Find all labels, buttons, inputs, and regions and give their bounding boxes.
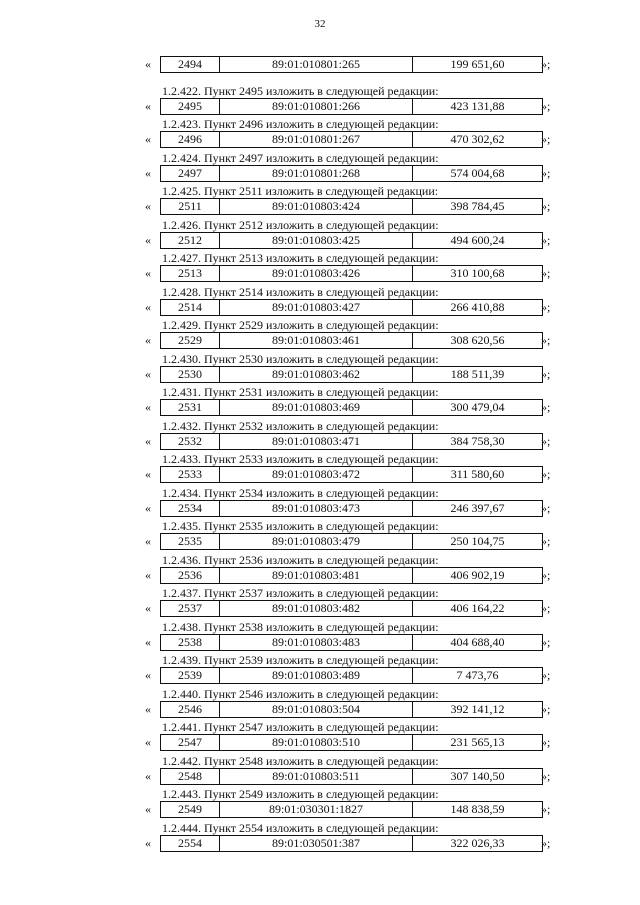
- value-cell: 470 302,62: [450, 132, 505, 146]
- table-cells: [160, 399, 543, 416]
- amendment-instruction: 1.2.424. Пункт 2497 изложить в следующей редакции:: [162, 150, 439, 165]
- amendment-instruction: 1.2.429. Пункт 2529 изложить в следующей редакции:: [162, 318, 439, 332]
- cadastral-number-cell: 89:01:010803:424: [220, 199, 413, 214]
- amendment-instruction: 1.2.434. Пункт 2534 изложить в следующей редакции:: [162, 485, 439, 500]
- opening-quote: «: [145, 601, 151, 615]
- first-table-row-block: [0, 50, 640, 84]
- item-number-cell: 2497: [161, 166, 220, 181]
- table-cells: [160, 232, 543, 249]
- table-row: [0, 399, 640, 416]
- closing-quote: »;: [541, 668, 551, 682]
- amendment-instruction: 1.2.423. Пункт 2496 изложить в следующей редакции:: [162, 117, 439, 131]
- opening-quote: «: [145, 433, 151, 448]
- amendment-instruction: 1.2.427. Пункт 2513 изложить в следующей редакции:: [162, 251, 439, 265]
- value-cell: 246 397,67: [450, 500, 505, 515]
- table-row: [0, 768, 640, 785]
- table-cells: [160, 56, 543, 73]
- item-number-cell: 2535: [161, 534, 220, 549]
- cadastral-number-cell: 89:01:010803:425: [220, 233, 413, 248]
- closing-quote: »;: [541, 333, 551, 347]
- amendment-block: [0, 318, 640, 352]
- page-number: 32: [314, 18, 326, 30]
- amendment-instruction: 1.2.433. Пункт 2533 изложить в следующей редакции:: [162, 452, 439, 466]
- table-cells: [160, 366, 543, 383]
- opening-quote: «: [145, 165, 151, 180]
- item-number-cell: 2549: [161, 802, 220, 817]
- opening-quote: «: [145, 534, 151, 548]
- amendment-instruction: 1.2.440. Пункт 2546 изложить в следующей редакции:: [162, 686, 439, 701]
- item-number-cell: 2513: [161, 266, 220, 281]
- table-cells: [160, 98, 543, 115]
- value-cell: 404 688,40: [450, 634, 505, 649]
- opening-quote: «: [145, 98, 151, 113]
- amendment-block: [0, 620, 640, 654]
- amendment-list: [0, 84, 640, 855]
- table-row: [0, 533, 640, 550]
- table-row: [0, 600, 640, 617]
- table-row: [0, 131, 640, 148]
- closing-quote: »;: [541, 266, 551, 280]
- item-number-cell: 2538: [161, 635, 220, 650]
- amendment-instruction: 1.2.426. Пункт 2512 изложить в следующей редакции:: [162, 217, 439, 232]
- closing-quote: »;: [541, 98, 551, 113]
- table-cells: [160, 299, 543, 316]
- item-number-cell: 2511: [161, 199, 220, 214]
- closing-quote: »;: [541, 701, 551, 716]
- closing-quote: »;: [541, 601, 551, 615]
- item-number-cell: 2539: [161, 668, 220, 683]
- value-cell: 188 511,39: [450, 366, 505, 381]
- item-number-cell: 2533: [161, 467, 220, 482]
- opening-quote: «: [145, 199, 151, 213]
- value-cell: 307 140,50: [450, 768, 505, 783]
- amendment-block: [0, 452, 640, 486]
- table-cells: [160, 500, 543, 517]
- table-cells: [160, 567, 543, 584]
- item-number-cell: 2534: [161, 501, 220, 516]
- closing-quote: »;: [541, 165, 551, 180]
- amendment-instruction: 1.2.428. Пункт 2514 изложить в следующей редакции:: [162, 284, 439, 299]
- opening-quote: «: [145, 567, 151, 582]
- amendment-instruction: 1.2.435. Пункт 2535 изложить в следующей редакции:: [162, 519, 439, 533]
- amendment-block: [0, 251, 640, 285]
- cadastral-number-cell: 89:01:030501:387: [220, 836, 413, 851]
- amendment-block: [0, 586, 640, 620]
- opening-quote: «: [145, 802, 151, 816]
- value-cell: 406 902,19: [450, 567, 505, 582]
- value-cell: 423 131,88: [450, 98, 505, 113]
- table-cells: [160, 265, 543, 282]
- table-cells: [160, 701, 543, 718]
- item-number-cell: 2514: [161, 300, 220, 315]
- closing-quote: »;: [541, 534, 551, 548]
- cadastral-number-cell: 89:01:010803:482: [220, 601, 413, 616]
- amendment-block: [0, 486, 640, 520]
- amendment-block: [0, 687, 640, 721]
- amendment-instruction: 1.2.439. Пункт 2539 изложить в следующей редакции:: [162, 653, 439, 667]
- value-cell: 199 651,60: [450, 57, 505, 71]
- value-cell: 398 784,45: [450, 199, 505, 213]
- cadastral-number-cell: 89:01:010803:504: [220, 702, 413, 717]
- closing-quote: »;: [541, 400, 551, 414]
- cadastral-number-cell: 89:01:030301:1827: [220, 802, 413, 817]
- opening-quote: «: [145, 735, 151, 749]
- amendment-instruction: 1.2.437. Пункт 2537 изложить в следующей редакции:: [162, 586, 439, 600]
- table-row: [0, 835, 640, 852]
- value-cell: 308 620,56: [450, 333, 505, 347]
- cadastral-number-cell: 89:01:010803:489: [220, 668, 413, 683]
- value-cell: 406 164,22: [450, 601, 505, 615]
- table-row: [0, 634, 640, 651]
- item-number-cell: 2512: [161, 233, 220, 248]
- opening-quote: «: [145, 333, 151, 347]
- opening-quote: «: [145, 266, 151, 280]
- closing-quote: »;: [541, 57, 551, 71]
- opening-quote: «: [145, 835, 151, 850]
- table-row: [0, 299, 640, 316]
- table-row: [0, 667, 640, 684]
- amendment-block: [0, 754, 640, 788]
- opening-quote: «: [145, 768, 151, 783]
- amendment-block: [0, 117, 640, 151]
- amendment-block: [0, 151, 640, 185]
- closing-quote: »;: [541, 366, 551, 381]
- cadastral-number-cell: 89:01:010803:462: [220, 367, 413, 382]
- amendment-instruction: 1.2.438. Пункт 2538 изложить в следующей редакции:: [162, 619, 439, 634]
- value-cell: 300 479,04: [450, 400, 505, 414]
- item-number-cell: 2554: [161, 836, 220, 851]
- amendment-block: [0, 218, 640, 252]
- amendment-instruction: 1.2.443. Пункт 2549 изложить в следующей редакции:: [162, 787, 439, 801]
- value-cell: 574 004,68: [450, 165, 505, 180]
- amendment-instruction: 1.2.444. Пункт 2554 изложить в следующей редакции:: [162, 820, 439, 835]
- item-number-cell: 2532: [161, 434, 220, 449]
- amendment-instruction: 1.2.442. Пункт 2548 изложить в следующей редакции:: [162, 753, 439, 768]
- item-number-cell: 2531: [161, 400, 220, 415]
- table-row: [0, 466, 640, 483]
- opening-quote: «: [145, 366, 151, 381]
- amendment-block: [0, 787, 640, 821]
- closing-quote: »;: [541, 500, 551, 515]
- closing-quote: »;: [541, 567, 551, 582]
- amendment-block: [0, 84, 640, 118]
- table-row: [0, 265, 640, 282]
- amendment-instruction: 1.2.441. Пункт 2547 изложить в следующей редакции:: [162, 720, 439, 734]
- item-number-cell: 2537: [161, 601, 220, 616]
- closing-quote: »;: [541, 735, 551, 749]
- table-cells: [160, 332, 543, 349]
- opening-quote: «: [145, 132, 151, 146]
- table-row: [0, 734, 640, 751]
- closing-quote: »;: [541, 467, 551, 481]
- item-number-cell: 2548: [161, 769, 220, 784]
- amendment-block: [0, 385, 640, 419]
- cadastral-number-cell: 89:01:010803:426: [220, 266, 413, 281]
- table-row: [0, 500, 640, 517]
- value-cell: 250 104,75: [450, 534, 505, 548]
- opening-quote: «: [145, 400, 151, 414]
- table-row: [0, 56, 640, 73]
- opening-quote: «: [145, 467, 151, 481]
- table-row: [0, 701, 640, 718]
- value-cell: 311 580,60: [450, 467, 505, 481]
- opening-quote: «: [145, 701, 151, 716]
- amendment-instruction: 1.2.436. Пункт 2536 изложить в следующей редакции:: [162, 552, 439, 567]
- value-cell: 148 838,59: [450, 802, 505, 816]
- item-number-cell: 2546: [161, 702, 220, 717]
- opening-quote: «: [145, 634, 151, 649]
- table-cells: [160, 198, 543, 215]
- table-cells: [160, 835, 543, 852]
- table-cells: [160, 533, 543, 550]
- closing-quote: »;: [541, 634, 551, 649]
- table-cells: [160, 768, 543, 785]
- cadastral-number-cell: 89:01:010803:479: [220, 534, 413, 549]
- table-cells: [160, 433, 543, 450]
- cadastral-number-cell: 89:01:010801:266: [220, 99, 413, 114]
- item-number-cell: 2529: [161, 333, 220, 348]
- opening-quote: «: [145, 57, 151, 71]
- amendment-instruction: 1.2.432. Пункт 2532 изложить в следующей редакции:: [162, 418, 439, 433]
- amendment-instruction: 1.2.422. Пункт 2495 изложить в следующей редакции:: [162, 83, 439, 98]
- amendment-block: [0, 285, 640, 319]
- item-number-cell: 2547: [161, 735, 220, 750]
- opening-quote: «: [145, 500, 151, 515]
- cadastral-number-cell: 89:01:010801:267: [220, 132, 413, 147]
- item-number-cell: 2536: [161, 568, 220, 583]
- amendment-block: [0, 184, 640, 218]
- opening-quote: «: [145, 232, 151, 247]
- closing-quote: »;: [541, 835, 551, 850]
- value-cell: 7 473,76: [456, 668, 499, 682]
- table-cells: [160, 801, 543, 818]
- table-row: [0, 366, 640, 383]
- amendment-block: [0, 653, 640, 687]
- cadastral-number-cell: 89:01:010803:510: [220, 735, 413, 750]
- amendment-block: [0, 720, 640, 754]
- closing-quote: »;: [541, 199, 551, 213]
- cadastral-number-cell: 89:01:010801:265: [220, 57, 413, 72]
- cadastral-number-cell: 89:01:010803:461: [220, 333, 413, 348]
- value-cell: 494 600,24: [450, 232, 505, 247]
- closing-quote: »;: [541, 299, 551, 314]
- amendment-instruction: 1.2.431. Пункт 2531 изложить в следующей редакции:: [162, 385, 439, 399]
- table-cells: [160, 734, 543, 751]
- cadastral-number-cell: 89:01:010803:483: [220, 635, 413, 650]
- cadastral-number-cell: 89:01:010803:472: [220, 467, 413, 482]
- table-row: [0, 433, 640, 450]
- value-cell: 322 026,33: [450, 835, 505, 850]
- table-row: [0, 232, 640, 249]
- table-cells: [160, 165, 543, 182]
- table-row: [0, 165, 640, 182]
- document-body: [0, 50, 640, 854]
- value-cell: 384 758,30: [450, 433, 505, 448]
- table-cells: [160, 600, 543, 617]
- table-row: [0, 98, 640, 115]
- value-cell: 266 410,88: [450, 299, 505, 314]
- amendment-block: [0, 352, 640, 386]
- table-cells: [160, 667, 543, 684]
- item-number-cell: 2530: [161, 367, 220, 382]
- cadastral-number-cell: 89:01:010801:268: [220, 166, 413, 181]
- closing-quote: »;: [541, 802, 551, 816]
- item-number-cell: 2495: [161, 99, 220, 114]
- amendment-instruction: 1.2.430. Пункт 2530 изложить в следующей редакции:: [162, 351, 439, 366]
- amendment-block: [0, 519, 640, 553]
- cadastral-number-cell: 89:01:010803:427: [220, 300, 413, 315]
- value-cell: 310 100,68: [450, 266, 505, 280]
- opening-quote: «: [145, 299, 151, 314]
- value-cell: 392 141,12: [450, 701, 505, 716]
- table-row: [0, 567, 640, 584]
- table-cells: [160, 131, 543, 148]
- opening-quote: «: [145, 668, 151, 682]
- cadastral-number-cell: 89:01:010803:471: [220, 434, 413, 449]
- table-cells: [160, 466, 543, 483]
- cadastral-number-cell: 89:01:010803:473: [220, 501, 413, 516]
- table-row: [0, 198, 640, 215]
- item-number-cell: 2494: [161, 57, 220, 72]
- table-row: [0, 332, 640, 349]
- table-cells: [160, 634, 543, 651]
- table-row: [0, 801, 640, 818]
- amendment-block: [0, 419, 640, 453]
- amendment-block: [0, 553, 640, 587]
- amendment-instruction: 1.2.425. Пункт 2511 изложить в следующей редакции:: [162, 184, 439, 198]
- closing-quote: »;: [541, 132, 551, 146]
- closing-quote: »;: [541, 232, 551, 247]
- cadastral-number-cell: 89:01:010803:511: [220, 769, 413, 784]
- cadastral-number-cell: 89:01:010803:469: [220, 400, 413, 415]
- closing-quote: »;: [541, 433, 551, 448]
- item-number-cell: 2496: [161, 132, 220, 147]
- amendment-block: [0, 821, 640, 855]
- closing-quote: »;: [541, 768, 551, 783]
- value-cell: 231 565,13: [450, 735, 505, 749]
- cadastral-number-cell: 89:01:010803:481: [220, 568, 413, 583]
